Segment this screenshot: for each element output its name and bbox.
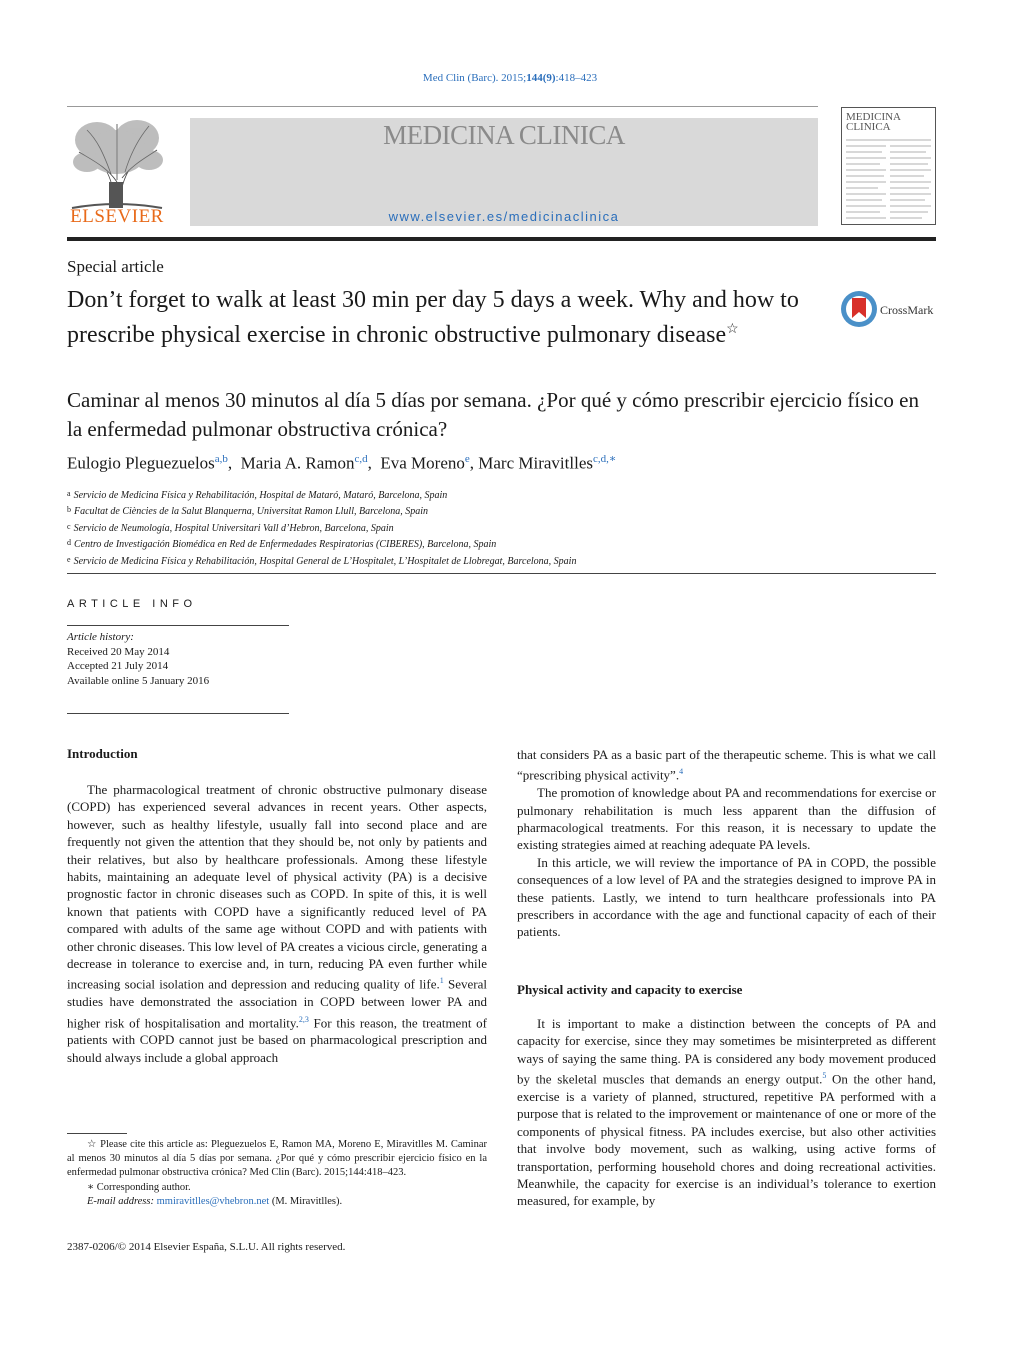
cover-title-line-2: CLINICA bbox=[846, 121, 891, 133]
affiliation-letter: e bbox=[67, 554, 71, 564]
corresponding-footnote bbox=[67, 1181, 487, 1195]
intro-paragraph-3: In this article, we will review the importance of PA in COPD, the possible consequences of a low level of PA and the strategies designed to improve PA in these patients. Lastly, we intend to turn healthcare professionals into PA prescribers in accordance with the age and functional capacity of each of their patients. bbox=[517, 854, 936, 940]
copyright-line: 2387-0206/© 2014 Elsevier España, S.L.U. All rights reserved. bbox=[67, 1241, 346, 1253]
crossmark-label: CrossMark bbox=[880, 303, 934, 317]
reference-link[interactable]: 1 bbox=[439, 976, 444, 986]
divider bbox=[67, 573, 936, 574]
elsevier-logo bbox=[67, 112, 167, 228]
banner-url[interactable]: www.elsevier.es/medicinaclinica bbox=[388, 209, 620, 224]
divider bbox=[67, 713, 289, 714]
article-title-text: Don’t forget to walk at least 30 min per day 5 days a week. Why and how to prescribe physical exercise in chronic obstructive pulmonary disease bbox=[67, 287, 799, 348]
intro-text-2: Several studies have demonstrated the association in COPD between lower PA and higher risk of hospitalisation and mortality. bbox=[67, 976, 487, 1030]
intro-text-1: The pharmacological treatment of chronic obstructive pulmonary disease (COPD) has experienced several advances in recent years. Other aspects, however, such as healthy lifestyle, usually fall into second place and are frequently not given the attention that they should be, not only by patients and their relatives, but also by healthcare professionals. Among these lifestyle habits, maintaining an adequate level of physical activity (PA) is a decisive prognostic factor in chronic diseases such as COPD. In spite of this, it is well known that patients with COPD have a significantly reduced level of PA compared with adults of the same age without COPD and with patients with other chronic diseases. This low level of PA creates a vicious circle, generating a decrease in tolerance to exercise and, in turn, reducing PA even further while increasing social isolation and depression and reducing quality of life. bbox=[67, 782, 487, 992]
cover-title bbox=[846, 112, 901, 132]
citation-footnote-text: Please cite this article as: Pleguezuelos E, Ramon MA, Moreno E, Miravitlles M. Caminar al menos 30 minutos al día 5 días por semana. ¿Por qué y cómo prescribir ejercicio físico en la enfermedad pulmonar obstructiva crónica? Med Clin (Barc). 2015;144:418–423. bbox=[67, 1139, 488, 1179]
reference-link[interactable]: 5 bbox=[822, 1071, 827, 1081]
article-type: Special article bbox=[67, 257, 164, 276]
intro-text-3: For this reason, the treatment of patients with COPD cannot just be based on pharmacological prescription and should always include a global approach bbox=[67, 1014, 487, 1065]
author-list bbox=[67, 452, 937, 474]
affiliation-item bbox=[67, 553, 937, 569]
online-date: Available online 5 January 2016 bbox=[67, 674, 210, 687]
email-link[interactable]: mmiravitlles@vhebron.net bbox=[156, 1195, 270, 1207]
reference-link[interactable]: 2,3 bbox=[298, 1014, 309, 1024]
crossmark-button[interactable] bbox=[840, 290, 938, 330]
author-2[interactable]: Maria A. Ramon bbox=[240, 453, 355, 473]
article-title bbox=[67, 286, 817, 350]
affiliation-letter: d bbox=[67, 538, 71, 548]
author-3-affil[interactable]: e bbox=[464, 453, 470, 465]
footnotes bbox=[67, 1138, 487, 1209]
section-heading-physical-activity: Physical activity and capacity to exercise bbox=[517, 982, 743, 997]
affiliation-text: Centro de Investigación Biomédica en Red de Enfermedades Respiratorias (CIBERES), Barcelona, Spain bbox=[74, 539, 497, 551]
email-owner: (M. Miravitlles). bbox=[271, 1195, 343, 1207]
title-footnote-mark[interactable]: ☆ bbox=[726, 322, 739, 337]
received-date: Received 20 May 2014 bbox=[67, 645, 170, 658]
affiliation-item bbox=[67, 487, 937, 503]
affiliation-text: Servicio de Medicina Física y Rehabilitación, Hospital General de L’Hospitalet, L’Hospitalet de Llobregat, Barcelona, Spain bbox=[73, 555, 577, 567]
affiliation-letter: c bbox=[67, 521, 71, 531]
author-1-affil[interactable]: a,b bbox=[214, 453, 228, 465]
article-info-heading: ARTICLE INFO bbox=[67, 598, 197, 610]
affiliation-text: Servicio de Neumología, Hospital Universitari Vall d’Hebron, Barcelona, Spain bbox=[73, 522, 394, 534]
intro-paragraph bbox=[67, 781, 487, 1066]
email-label: E-mail address: bbox=[87, 1195, 154, 1207]
author-2-affil[interactable]: c,d bbox=[354, 453, 368, 465]
divider bbox=[67, 625, 289, 626]
author-4-affil[interactable]: c,d,∗ bbox=[592, 453, 617, 465]
history-label: Article history: bbox=[67, 631, 134, 643]
corresponding-label: Corresponding author. bbox=[96, 1181, 191, 1193]
affiliation-list bbox=[67, 487, 937, 569]
footnote-rule bbox=[67, 1133, 127, 1134]
cover-contents-icon bbox=[842, 134, 935, 224]
intro-text-4: that considers PA as a basic part of the therapeutic scheme. This is what we call “prescribing physical activity”. bbox=[517, 747, 936, 783]
affiliation-letter: b bbox=[67, 505, 71, 515]
crossmark-icon bbox=[840, 290, 878, 328]
author-1[interactable]: Eulogio Pleguezuelos bbox=[67, 453, 215, 473]
footnote-asterisk: ∗ bbox=[87, 1181, 95, 1193]
intro-continued bbox=[517, 746, 936, 941]
journal-cover-thumbnail bbox=[841, 107, 936, 225]
author-3[interactable]: Eva Moreno bbox=[380, 453, 465, 473]
affiliation-item bbox=[67, 536, 937, 552]
citation-prefix: Med Clin (Barc). 2015; bbox=[422, 72, 527, 84]
email-footnote bbox=[67, 1195, 487, 1209]
header-rule bbox=[67, 106, 818, 107]
reference-link[interactable]: 4 bbox=[679, 767, 684, 777]
section-heading-introduction: Introduction bbox=[67, 746, 138, 761]
pa-text-2: On the other hand, exercise is a variety of planned, structured, repetitive PA performed with a purpose that is related to the improvement or maintenance of one or more of the components of physical fitness. PA includes exercise, but also other activities that involve body movement, such as walking, using active forms of transportation, performing household chores and doing recreational activities. Meanwhile, the capacity for exercise is an individual’s tolerance to exertion measured, for example, by bbox=[517, 1071, 936, 1209]
pa-text-1: It is important to make a distinction between the concepts of PA and capacity for exercise, since they may sometimes be misinterpreted as different ways of saying the same thing. PA is considered any body movement produced by the skeletal muscles that demands an energy output. bbox=[517, 1016, 936, 1087]
accepted-date: Accepted 21 July 2014 bbox=[67, 660, 169, 672]
article-history bbox=[67, 630, 297, 688]
author-sep: , bbox=[469, 453, 479, 473]
author-sep: , bbox=[227, 453, 241, 473]
affiliation-text: Facultat de Ciències de la Salut Blanquerna, Universitat Ramon Llull, Barcelona, Spain bbox=[74, 506, 429, 518]
affiliation-text: Servicio de Medicina Física y Rehabilitación, Hospital de Mataró, Mataró, Barcelona, Spain bbox=[73, 490, 448, 501]
citation-volume: 144(9) bbox=[526, 72, 556, 84]
affiliation-item bbox=[67, 503, 937, 519]
pa-paragraph bbox=[517, 1015, 936, 1210]
intro-paragraph-2: The promotion of knowledge about PA and recommendations for exercise or pulmonary rehabilitation is much less apparent than the diffusion of pharmacological treatments. For this reason, it is necessary to update the existing strategies aimed at reaching adequate PA levels. bbox=[517, 785, 936, 853]
affiliation-letter: a bbox=[67, 489, 71, 498]
citation-pages: :418–423 bbox=[555, 72, 598, 84]
author-sep: , bbox=[367, 453, 381, 473]
affiliation-item bbox=[67, 520, 937, 536]
banner-title: MEDICINA CLINICA bbox=[383, 120, 625, 150]
footnote-star: ☆ bbox=[87, 1139, 97, 1150]
citation-footnote bbox=[67, 1138, 487, 1181]
elsevier-wordmark: ELSEVIER bbox=[70, 206, 164, 227]
author-4[interactable]: Marc Miravitlles bbox=[478, 453, 593, 473]
article-subtitle-spanish: Caminar al menos 30 minutos al día 5 días por semana. ¿Por qué y cómo prescribir ejercicio físico en la enfermedad pulmonar obstructiva crónica? bbox=[67, 388, 920, 441]
cover-title-line-1: MEDICINA bbox=[846, 111, 901, 123]
header-thick-rule bbox=[67, 237, 936, 241]
journal-citation[interactable] bbox=[0, 72, 1020, 84]
